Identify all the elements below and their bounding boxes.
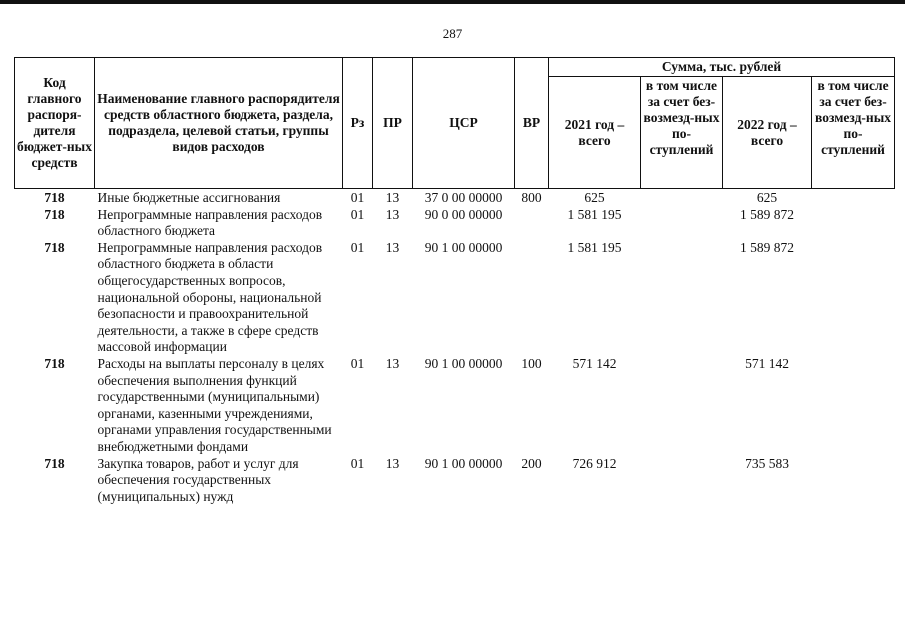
header-sum-group: Сумма, тыс. рублей — [549, 58, 895, 77]
cell-csr: 90 0 00 00000 — [424, 206, 503, 222]
header-rz: Рз — [343, 58, 373, 189]
cell-2022-total: 571 142 — [745, 355, 789, 371]
cell-vr: 200 — [521, 455, 542, 471]
cell-vr: 100 — [521, 355, 542, 371]
header-2022-total: 2022 год – всего — [723, 77, 812, 189]
cell-csr: 90 1 00 00000 — [424, 355, 503, 371]
cell-2022-gratuitous — [812, 456, 895, 506]
cell-code: 718 — [44, 190, 65, 205]
cell-2021-total: 726 912 — [572, 455, 617, 471]
cell-code: 718 — [44, 455, 65, 471]
cell-2022-gratuitous — [812, 356, 895, 456]
cell-rz: 01 — [350, 190, 365, 205]
cell-code: 718 — [44, 355, 65, 371]
cell-code: 718 — [44, 206, 65, 222]
cell-2021-total: 571 142 — [572, 355, 617, 371]
cell-rz: 01 — [350, 206, 365, 222]
cell-code: 718 — [44, 239, 65, 255]
cell-2022-total: 625 — [756, 190, 778, 205]
cell-2021-gratuitous — [641, 240, 723, 356]
budget-table — [14, 57, 895, 505]
cell-pr: 13 — [385, 455, 400, 471]
header-vr: ВР — [515, 58, 549, 189]
cell-vr — [515, 207, 549, 240]
header-name: Наименование главного распорядителя средств областного бюджета, раздела, подраздела, целевой статьи, группы видов расходов — [95, 58, 343, 189]
cell-2022-total: 735 583 — [745, 455, 789, 471]
cell-vr — [515, 240, 549, 356]
cell-csr: 90 1 00 00000 — [424, 239, 503, 255]
cell-2022-gratuitous — [812, 207, 895, 240]
header-2021-gratuitous: в том числе за счет без-возмезд-ных по-ступлений — [641, 77, 723, 189]
cell-vr: 800 — [521, 190, 542, 205]
cell-name: Непрограммные направления расходов областного бюджета — [97, 206, 323, 239]
cell-csr: 90 1 00 00000 — [424, 455, 503, 471]
table-row — [15, 189, 895, 207]
cell-2021-gratuitous — [641, 189, 723, 207]
cell-name: Непрограммные направления расходов областного бюджета в области общегосударственных вопросов, национальной обороны, национальной безопасности и правоохранительной деятельности, а также в сфере средств массовой информации — [97, 239, 323, 355]
cell-2022-total: 1 589 872 — [740, 239, 794, 255]
header-csr: ЦСР — [413, 58, 515, 189]
table-row — [15, 207, 895, 240]
top-rule — [0, 0, 905, 4]
header-2021-total: 2021 год – всего — [549, 77, 641, 189]
cell-rz: 01 — [350, 239, 365, 255]
cell-2021-gratuitous — [641, 356, 723, 456]
cell-2021-total: 625 — [584, 190, 605, 205]
cell-pr: 13 — [385, 355, 400, 371]
page-number: 287 — [442, 26, 463, 41]
header-pr: ПР — [373, 58, 413, 189]
cell-pr: 13 — [385, 206, 400, 222]
cell-csr: 37 0 00 00000 — [424, 190, 503, 205]
cell-name: Расходы на выплаты персоналу в целях обеспечения выполнения функций государственными (муниципальными) органами, казенными учреждениями, органами управления государственными внебюджетными фондами — [97, 355, 332, 454]
cell-2022-gratuitous — [812, 189, 895, 207]
cell-2021-gratuitous — [641, 207, 723, 240]
cell-rz: 01 — [350, 455, 365, 471]
header-code: Код главного распоря-дителя бюджет-ных средств — [15, 58, 95, 189]
cell-pr: 13 — [385, 239, 400, 255]
table-row — [15, 356, 895, 456]
cell-2021-total: 1 581 195 — [567, 206, 622, 222]
cell-2021-total: 1 581 195 — [567, 239, 622, 255]
table-row — [15, 240, 895, 356]
cell-rz: 01 — [350, 355, 365, 371]
cell-pr: 13 — [385, 190, 400, 205]
table-row — [15, 456, 895, 506]
cell-2021-gratuitous — [641, 456, 723, 506]
cell-2022-total: 1 589 872 — [740, 206, 794, 222]
cell-name: Иные бюджетные ассигнования — [97, 190, 281, 205]
cell-name: Закупка товаров, работ и услуг для обеспечения государственных (муниципальных) нужд — [97, 455, 299, 504]
cell-2022-gratuitous — [812, 240, 895, 356]
header-2022-gratuitous: в том числе за счет без-возмезд-ных по-ступлений — [812, 77, 895, 189]
